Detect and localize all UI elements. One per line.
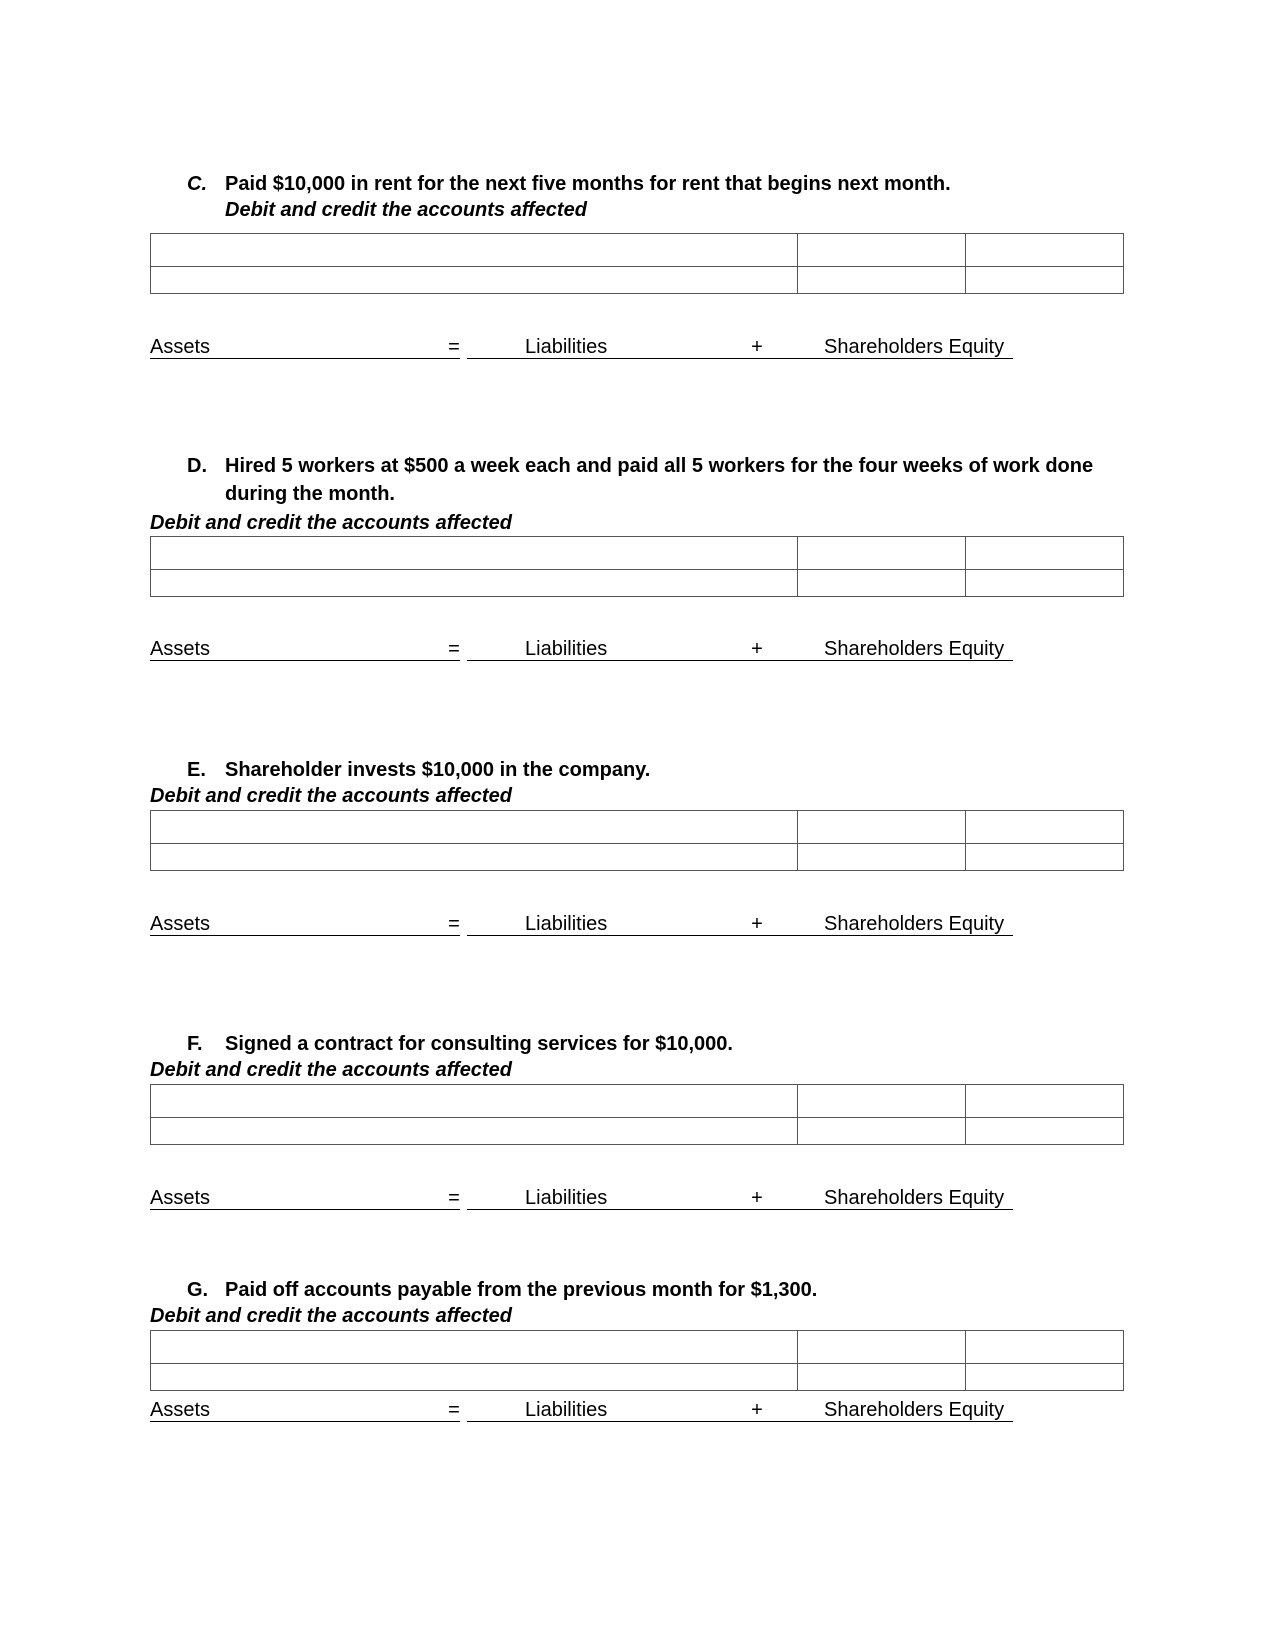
liabilities-blank[interactable] (467, 334, 748, 359)
assets-blank[interactable] (150, 636, 448, 661)
liabilities-blank[interactable] (467, 911, 748, 936)
account-cell[interactable] (151, 1364, 798, 1391)
liabilities-blank[interactable] (467, 636, 748, 661)
equity-blank[interactable] (766, 334, 1013, 359)
account-cell[interactable] (151, 570, 798, 597)
equals-sign: = (448, 913, 460, 935)
assets-label: Assets (150, 913, 211, 935)
account-cell[interactable] (151, 1085, 798, 1118)
journal-entry-table (150, 233, 1124, 294)
question-letter: F. (187, 1033, 203, 1055)
credit-cell[interactable] (965, 537, 1123, 570)
equals-sign: = (448, 1187, 460, 1209)
debit-cell[interactable] (797, 234, 965, 267)
credit-cell[interactable] (965, 570, 1123, 597)
instruction-text: Debit and credit the accounts affected (150, 785, 512, 807)
instruction-text: Debit and credit the accounts affected (150, 1059, 512, 1081)
question-letter: D. (187, 455, 207, 477)
plus-sign: + (748, 334, 766, 359)
assets-blank[interactable] (150, 1185, 448, 1210)
equity-label: Shareholders Equity (824, 336, 1005, 358)
debit-cell[interactable] (797, 1331, 965, 1364)
table-row (151, 1085, 1124, 1118)
account-cell[interactable] (151, 234, 798, 267)
table-row (151, 844, 1124, 871)
assets-label: Assets (150, 336, 211, 358)
equity-blank[interactable] (766, 636, 1013, 661)
debit-cell[interactable] (797, 844, 965, 871)
plus-sign: + (748, 1185, 766, 1210)
question-text: Signed a contract for consulting services for $10,000. (225, 1033, 733, 1055)
accounting-equation (150, 1185, 1010, 1211)
journal-entry-table (150, 810, 1124, 871)
equity-blank[interactable] (766, 911, 1013, 936)
question-text: Shareholder invests $10,000 in the company. (225, 759, 651, 781)
credit-cell[interactable] (965, 1364, 1123, 1391)
debit-cell[interactable] (797, 537, 965, 570)
question-letter: C. (187, 173, 207, 195)
debit-cell[interactable] (797, 811, 965, 844)
journal-entry-table (150, 536, 1124, 597)
plus-sign: + (748, 1397, 766, 1422)
liabilities-label: Liabilities (525, 638, 608, 660)
liabilities-label: Liabilities (525, 336, 608, 358)
liabilities-blank[interactable] (467, 1185, 748, 1210)
accounting-equation (150, 911, 1010, 937)
account-cell[interactable] (151, 267, 798, 294)
equals-sign: = (448, 1399, 460, 1421)
account-cell[interactable] (151, 1118, 798, 1145)
assets-label: Assets (150, 638, 211, 660)
instruction-text: Debit and credit the accounts affected (150, 512, 512, 534)
assets-label: Assets (150, 1187, 211, 1209)
credit-cell[interactable] (965, 1118, 1123, 1145)
plus-sign: + (748, 636, 766, 661)
debit-cell[interactable] (797, 1364, 965, 1391)
equity-blank[interactable] (766, 1185, 1013, 1210)
account-cell[interactable] (151, 811, 798, 844)
liabilities-blank[interactable] (467, 1397, 748, 1422)
table-row (151, 1331, 1124, 1364)
journal-entry-table (150, 1330, 1124, 1391)
assets-blank[interactable] (150, 1397, 448, 1422)
equity-label: Shareholders Equity (824, 1399, 1005, 1421)
equity-blank[interactable] (766, 1397, 1013, 1422)
equals-sign: = (448, 638, 460, 660)
liabilities-label: Liabilities (525, 1187, 608, 1209)
accounting-equation (150, 636, 1010, 662)
table-row (151, 1118, 1124, 1145)
accounting-equation (150, 334, 1010, 360)
assets-blank[interactable] (150, 911, 448, 936)
equals-sign: = (448, 336, 460, 358)
plus-sign: + (748, 911, 766, 936)
liabilities-label: Liabilities (525, 913, 608, 935)
instruction-text: Debit and credit the accounts affected (150, 1305, 512, 1327)
credit-cell[interactable] (965, 234, 1123, 267)
credit-cell[interactable] (965, 811, 1123, 844)
assets-label: Assets (150, 1399, 211, 1421)
debit-cell[interactable] (797, 267, 965, 294)
table-row (151, 570, 1124, 597)
table-row (151, 1364, 1124, 1391)
question-text: Paid $10,000 in rent for the next five months for rent that begins next month. (225, 173, 951, 195)
table-row (151, 537, 1124, 570)
liabilities-label: Liabilities (525, 1399, 608, 1421)
credit-cell[interactable] (965, 1085, 1123, 1118)
equity-label: Shareholders Equity (824, 638, 1005, 660)
equity-label: Shareholders Equity (824, 913, 1005, 935)
debit-cell[interactable] (797, 1085, 965, 1118)
question-letter: E. (187, 759, 206, 781)
debit-cell[interactable] (797, 1118, 965, 1145)
account-cell[interactable] (151, 1331, 798, 1364)
table-row (151, 267, 1124, 294)
debit-cell[interactable] (797, 570, 965, 597)
account-cell[interactable] (151, 844, 798, 871)
equity-label: Shareholders Equity (824, 1187, 1005, 1209)
question-text: Hired 5 workers at $500 a week each and paid all 5 workers for the four weeks of work done during the month. (225, 455, 1094, 505)
table-row (151, 234, 1124, 267)
account-cell[interactable] (151, 537, 798, 570)
journal-entry-table (150, 1084, 1124, 1145)
question-letter: G. (187, 1279, 209, 1301)
assets-blank[interactable] (150, 334, 448, 359)
instruction-text: Debit and credit the accounts affected (225, 199, 587, 221)
question-text: Paid off accounts payable from the previous month for $1,300. (225, 1279, 818, 1301)
credit-cell[interactable] (965, 1331, 1123, 1364)
credit-cell[interactable] (965, 844, 1123, 871)
table-row (151, 811, 1124, 844)
credit-cell[interactable] (965, 267, 1123, 294)
accounting-equation (150, 1397, 1010, 1423)
